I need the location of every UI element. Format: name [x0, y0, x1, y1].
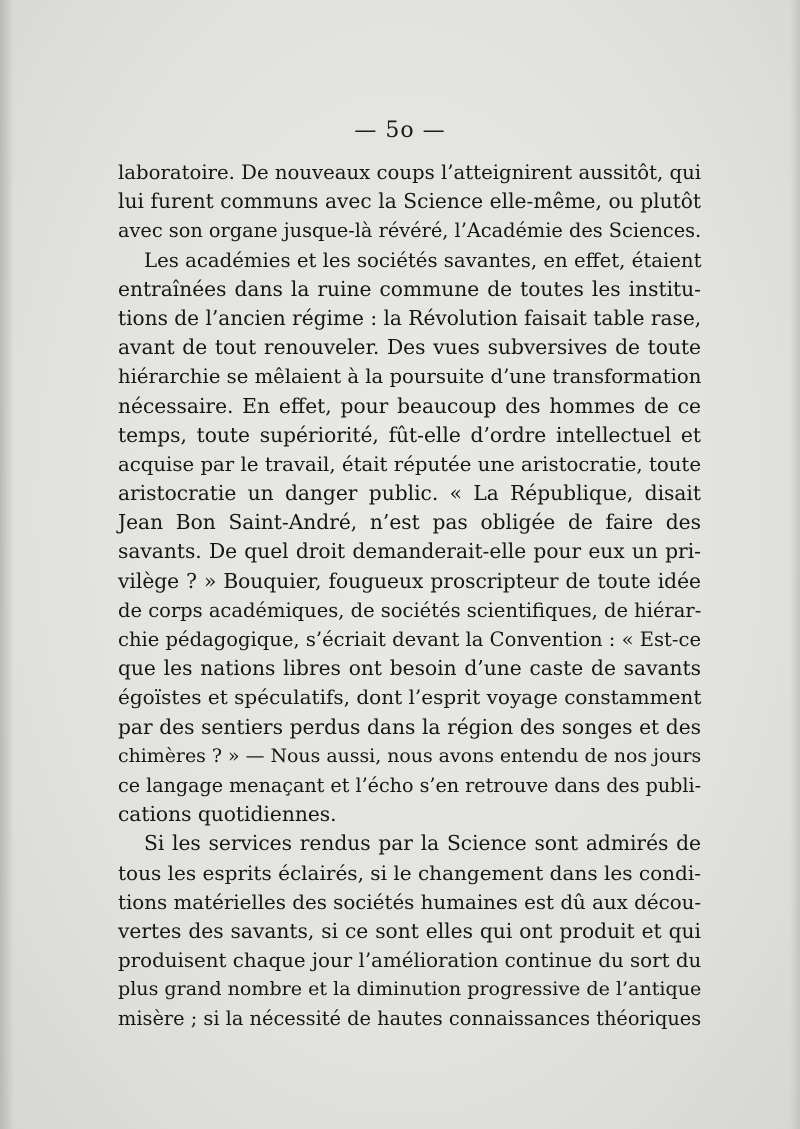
page-number: — 5o — [354, 118, 446, 143]
text-line: par des sentiers perdus dans la région des songes et des [118, 714, 701, 739]
text-line: cations quotidiennes. [118, 802, 337, 827]
text-line: entraînées dans la ruine commune de toutes les institu- [118, 276, 701, 301]
text-line: temps, toute supériorité, fût-elle d’ordre intellectuel et [118, 422, 701, 447]
text-line: Si les services rendus par la Science sont admirés de [144, 831, 701, 856]
text-line: que les nations libres ont besoin d’une caste de savants [118, 656, 701, 681]
text-line: avant de tout renouveler. Des vues subversives de toute [118, 335, 701, 360]
text-line: ce langage menaçant et l’écho s’en retrouve dans des publi- [118, 773, 702, 797]
text-line: chie pédagogique, s’écriait devant la Convention : « Est-ce [118, 628, 701, 651]
text-line: tions matérielles des sociétés humaines est dû aux décou- [118, 890, 702, 914]
text-line: plus grand nombre et la diminution progressive de l’antique [118, 978, 702, 1001]
text-line: de corps académiques, de sociétés scientifiques, de hiérar- [118, 598, 702, 622]
text-line: égoïstes et spéculatifs, dont l’esprit voyage constamment [118, 685, 702, 710]
text-line: produisent chaque jour l’amélioration continue du sort du [118, 949, 702, 973]
text-line: acquise par le travail, était réputée une aristocratie, toute [118, 452, 701, 476]
text-line: hiérarchie se mêlaient à la poursuite d’une transformation [118, 365, 702, 389]
page-right-edge-shadow [790, 0, 800, 1129]
text-line: laboratoire. De nouveaux coups l’atteignirent aussitôt, qui [118, 161, 702, 184]
text-line: vilège ? » Bouquier, fougueux proscripteur de toute idée [118, 568, 701, 593]
text-line: aristocratie un danger public. « La République, disait [118, 481, 701, 506]
text-line: lui furent communs avec la Science elle-même, ou plutôt [118, 189, 701, 214]
text-line: vertes des savants, si ce sont elles qui ont produit et qui [118, 918, 701, 943]
body-text [118, 158, 701, 1034]
text-line: chimères ? » — Nous aussi, nous avons entendu de nos jours [118, 744, 702, 767]
text-line: savants. De quel droit demanderait-elle pour eux un pri- [118, 539, 701, 564]
text-line: misère ; si la nécessité de hautes connaissances théoriques [118, 1007, 702, 1031]
text-line: nécessaire. En effet, pour beaucoup des hommes de ce [118, 393, 701, 418]
text-line: avec son organe jusque-là révéré, l’Académie des Sciences. [118, 219, 702, 243]
text-line: tions de l’ancien régime : la Révolution faisait table rase, [118, 305, 702, 330]
text-line: tous les esprits éclairés, si le changement dans les condi- [118, 860, 701, 885]
text-line: Les académies et les sociétés savantes, en effet, étaient [144, 248, 702, 272]
text-line: Jean Bon Saint-André, n’est pas obligée de faire des [118, 510, 701, 535]
page-left-edge-shadow [0, 0, 14, 1129]
